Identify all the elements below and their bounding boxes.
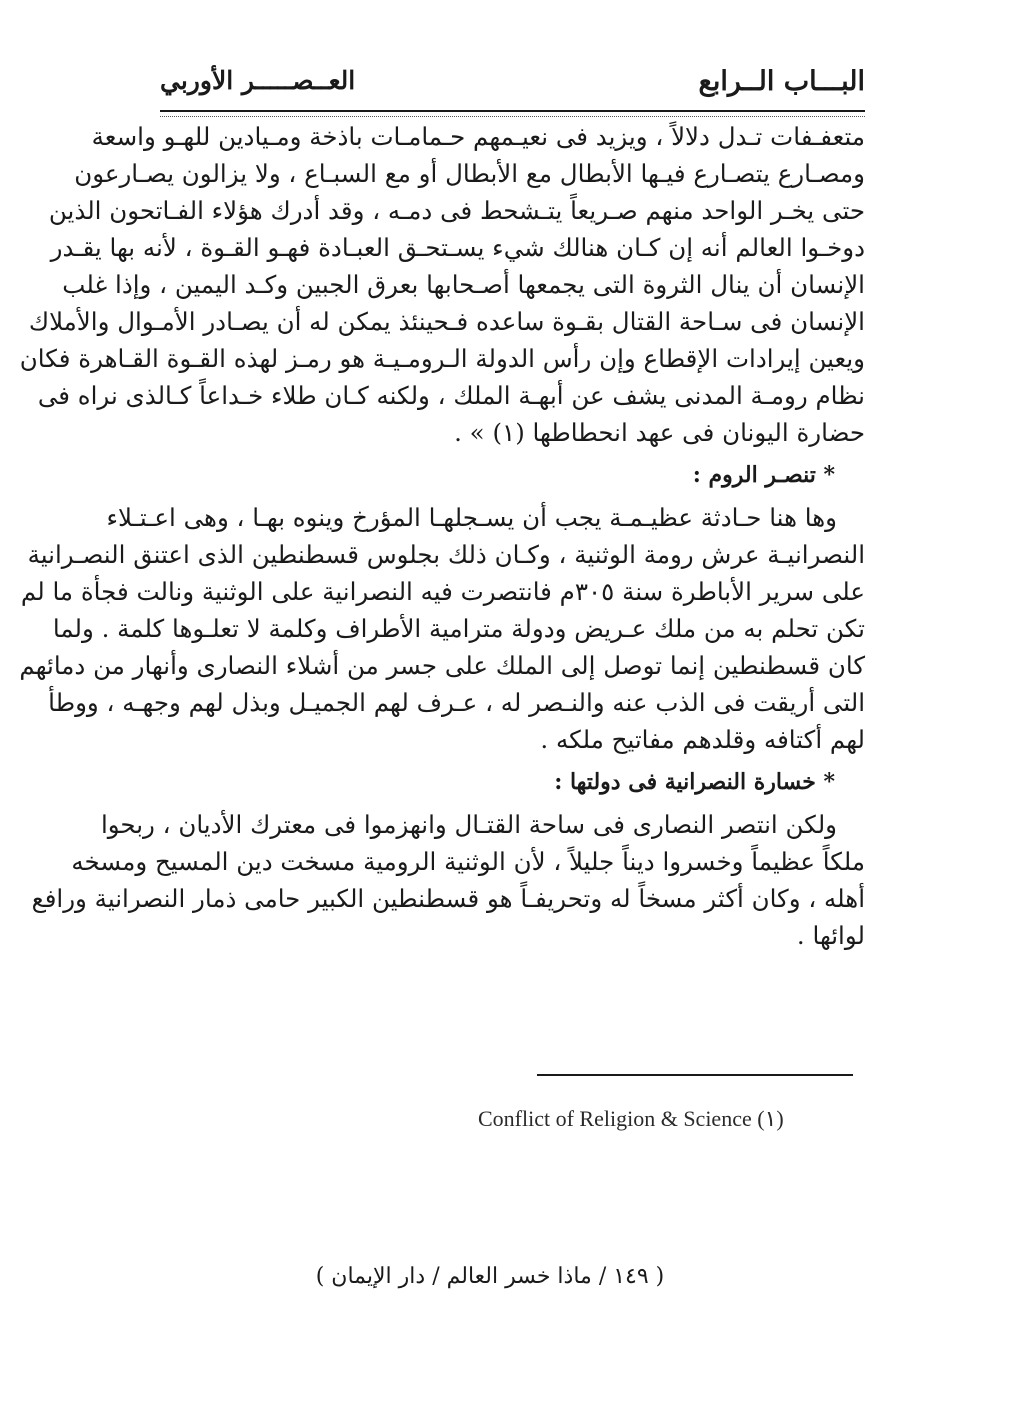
text-line: وها هنا حـادثة عظيـمـة يجب أن يسـجلهـا المؤرخ وينوه بهـا ، وهى اعـتـلاء — [106, 503, 837, 532]
footnote-text: Conflict of Religion & Science — [478, 1106, 752, 1131]
text-line: التى أريقت فى الذب عنه والنـصر له ، عـرف لهم الجميـل وبذل لهم وجهـه ، ووطأ — [48, 688, 865, 717]
footnote-rule — [537, 1074, 853, 1076]
text-line: على سرير الأباطرة سنة ٣٠٥م فانتصرت فيه النصرانية على الوثنية ونالت فجأة ما لم — [20, 577, 865, 606]
text-line: أهله ، وكان أكثر مسخاً له وتحريفـاً هو قسطنطين الكبير حامى ذمار النصرانية ورافع — [31, 884, 865, 913]
running-header — [160, 62, 865, 108]
paragraph-2 — [19, 499, 865, 758]
text-line: حضارة اليونان فى عهد انحطاطها (١) » . — [454, 418, 865, 447]
page-footer: ( ١٤٩ / ماذا خسر العالم / دار الإيمان ) — [315, 1264, 665, 1289]
text-line: لوائها . — [796, 921, 865, 950]
text-line: لهم أكتافه وقلدهم مفاتيح ملكه . — [540, 725, 865, 754]
text-line: ويعين إيرادات الإقطاع وإن رأس الدولة الـرومـيـة هو رمـز لهذه القـوة القـاهرة فكان — [19, 344, 865, 373]
text-line: نظام رومـة المدنى يشف عن أبهـة الملك ، ولكنه كـان طلاء خـداعاً كـالذى نراه فى — [37, 381, 865, 410]
page-body — [19, 118, 865, 954]
text-line: النصرانيـة عرش رومة الوثنية ، وكـان ذلك بجلوس قسطنطين الذى اعتنق النصـرانية — [27, 540, 865, 569]
section-heading-christianity-loss: * خسارة النصرانية فى دولتها : — [554, 769, 835, 795]
text-line: الإنسان فى سـاحة القتال بقـوة ساعده فـحينئذ يمكن له أن يصـادر الأمـوال والأملاك — [28, 307, 865, 336]
era-title: العــصـــــر الأوربي — [160, 66, 356, 95]
text-line: تكن تحلم به من ملك عـريض ودولة مترامية الأطراف وكلمة لا تعلـوها كلمة . ولما — [52, 614, 865, 643]
chapter-title: البـــاب الــرابع — [698, 66, 865, 97]
text-line: دوخـوا العالم أنه إن كـان هنالك شيء يسـتحـق العبـادة فهـو القـوة ، لأنه بها يقـدر — [50, 233, 865, 262]
header-dotted-rule — [160, 116, 865, 117]
text-line: ملكاً عظيماً وخسروا ديناً جليلاً ، لأن الوثنية الرومية مسخت دين المسيح ومسخه — [71, 847, 865, 876]
text-line: ولكن انتصر النصارى فى ساحة القتـال وانهزموا فى معترك الأديان ، ربحوا — [100, 810, 837, 839]
paragraph-3 — [31, 806, 865, 954]
text-line: ومصـارع يتصـارع فيـها الأبطال مع الأبطال أو مع السبـاع ، ولا يزالون يصـارعون — [74, 159, 865, 188]
section-heading-roman-conversion: * تنصـر الروم : — [692, 462, 835, 488]
header-rule — [160, 110, 865, 112]
paragraph-1 — [19, 118, 865, 451]
footnote-marker: (١) — [757, 1106, 784, 1131]
text-line: متعفـفات تـدل دلالاً ، ويزيد فى نعيـمهم حـمامـات باذخة ومـيادين للهـو واسعة — [91, 122, 865, 151]
text-line: حتى يخـر الواحد منهم صـريعاً يتـشحط فى دمـه ، وقد أدرك هؤلاء الفـاتحون الذين — [48, 196, 865, 225]
text-line: الإنسان أن ينال الثروة التى يجمعها أصـحابها بعرق الجبين وكـد اليمين ، وإذا غلب — [62, 270, 865, 299]
text-line: كان قسطنطين إنما توصل إلى الملك على جسر من أشلاء النصارى وأنهار من دمائهم — [19, 651, 865, 680]
footnote — [478, 1106, 858, 1132]
